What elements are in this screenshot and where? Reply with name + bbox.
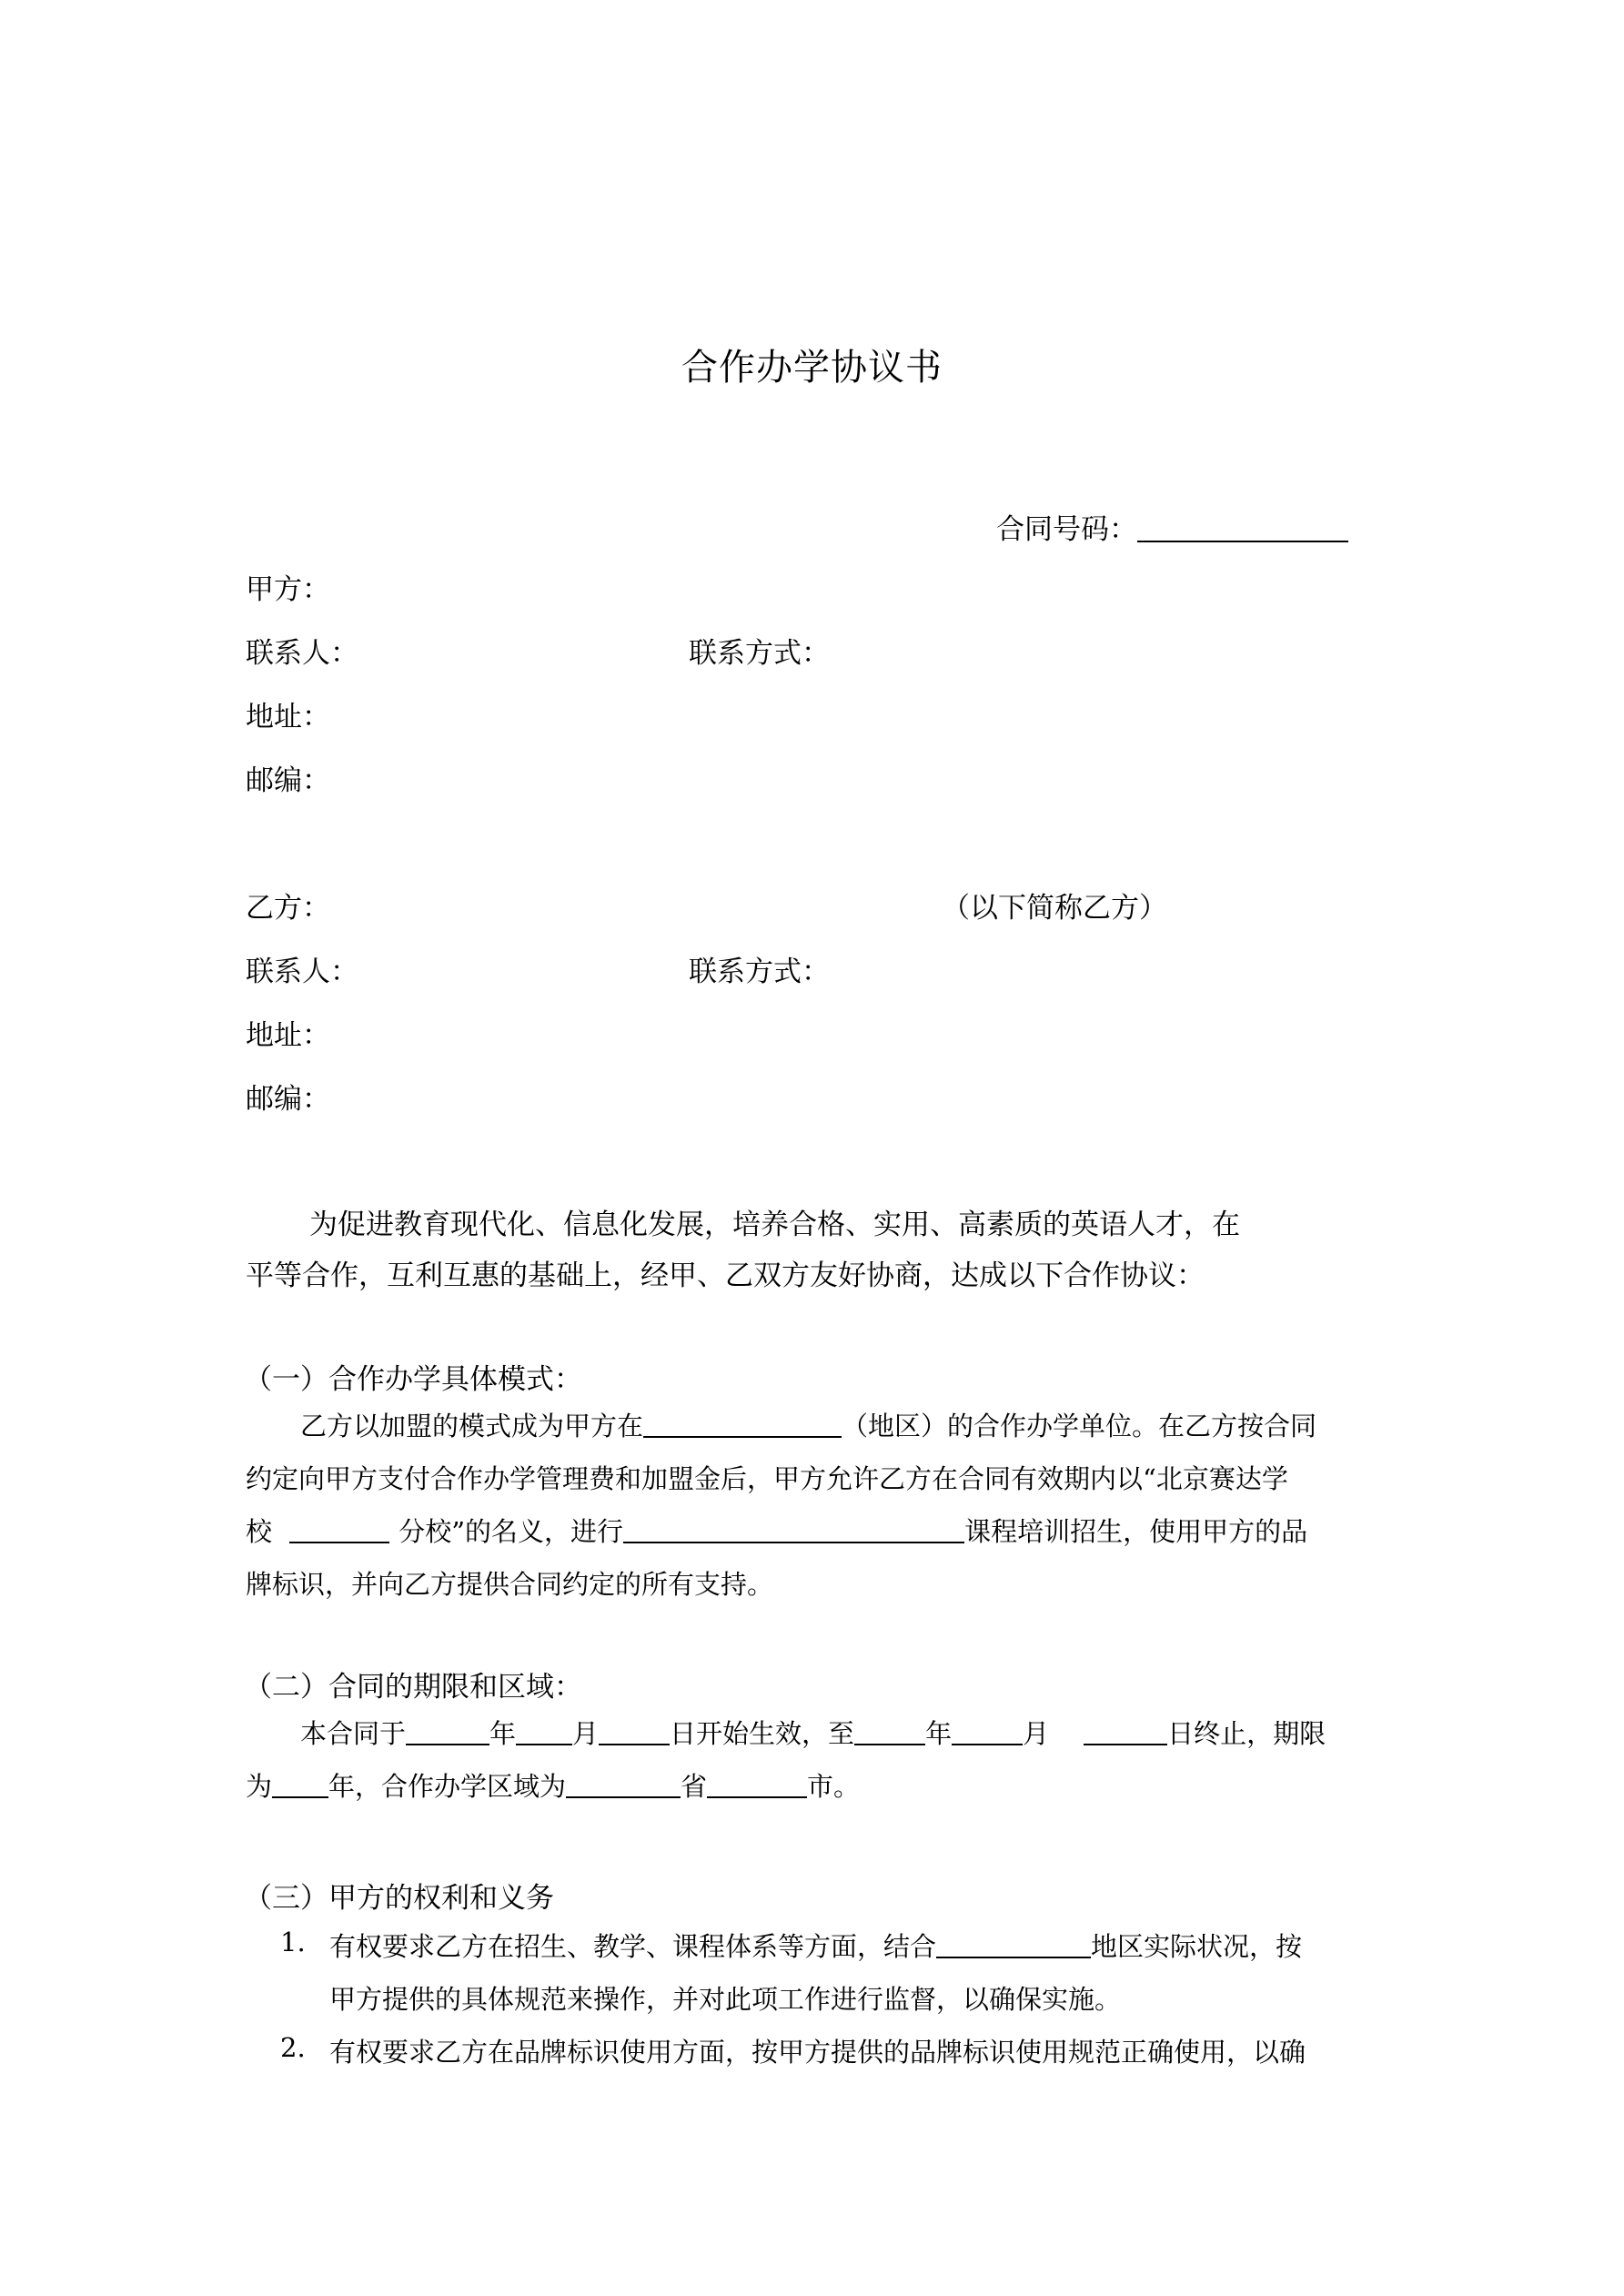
party-a-address-label: 地址：: [246, 701, 330, 733]
preamble-line-1: 为促进教育现代化、信息化发展，培养合格、实用、高素质的英语人才，在: [309, 1209, 1240, 1241]
section-3-heading: （三）甲方的权利和义务: [244, 1882, 554, 1915]
section-2-line-2: 为 年，合作办学区域为 省 市。: [246, 1771, 861, 1802]
party-b-address-label: 地址：: [246, 1019, 330, 1052]
contract-number-label: 合同号码：: [996, 513, 1137, 546]
section-3-item-1-line-2: 甲方提供的具体规范来操作，并对此项工作进行监督，以确保实施。: [329, 1984, 1122, 2015]
section-3-item-1-line-1: 有权要求乙方在招生、教学、课程体系等方面，结合 地区实际状况，按: [329, 1931, 1303, 1962]
section-1-line-3: 校 分校”的名义，进行 课程培训招生，使用甲方的品: [246, 1516, 1308, 1547]
party-b-label: 乙方：: [246, 892, 330, 925]
contract-number-blank[interactable]: [1137, 512, 1348, 542]
section-3-item-1-number: 1.: [280, 1927, 306, 1957]
party-b-contact-method-label: 联系方式：: [689, 956, 830, 988]
party-b-contact-label: 联系人：: [246, 956, 358, 988]
province-blank[interactable]: [566, 1770, 681, 1798]
section-3-item-2-number: 2.: [280, 2032, 306, 2063]
preamble-line-2: 平等合作，互利互惠的基础上，经甲、乙双方友好协商，达成以下合作协议：: [246, 1259, 1205, 1292]
end-year-blank[interactable]: [854, 1717, 925, 1745]
end-day-blank[interactable]: [1084, 1717, 1167, 1745]
section-2-line-1: 本合同于 年 月 日开始生效，至 年 月 日终止，期限: [300, 1718, 1326, 1749]
branch-name-blank[interactable]: [289, 1515, 389, 1543]
region-blank[interactable]: [643, 1410, 842, 1438]
end-month-blank[interactable]: [952, 1717, 1023, 1745]
course-blank[interactable]: [623, 1515, 964, 1543]
section-2-heading: （二）合同的期限和区域：: [244, 1671, 582, 1704]
section-1-line-2: 约定向甲方支付合作办学管理费和加盟金后，甲方允许乙方在合同有效期内以“北京赛达学: [246, 1463, 1288, 1494]
city-blank[interactable]: [707, 1770, 807, 1798]
party-b-alias: （以下简称乙方）: [942, 892, 1167, 925]
start-month-blank[interactable]: [516, 1717, 572, 1745]
region-blank-2[interactable]: [936, 1930, 1091, 1958]
section-1-line-4: 牌标识，并向乙方提供合同约定的所有支持。: [246, 1569, 774, 1600]
contract-number: [996, 506, 1348, 547]
party-a-contact-method-label: 联系方式：: [689, 637, 830, 670]
start-day-blank[interactable]: [599, 1717, 670, 1745]
start-year-blank[interactable]: [406, 1717, 489, 1745]
section-1-heading: （一）合作办学具体模式：: [244, 1363, 582, 1396]
document-title: 合作办学协议书: [681, 347, 943, 389]
party-b-postcode-label: 邮编：: [246, 1083, 330, 1116]
term-years-blank[interactable]: [272, 1770, 328, 1798]
section-3-item-2-line-1: 有权要求乙方在品牌标识使用方面，按甲方提供的品牌标识使用规范正确使用，以确: [329, 2037, 1306, 2068]
party-a-label: 甲方：: [246, 573, 330, 606]
section-1-line-1: 乙方以加盟的模式成为甲方在 （地区）的合作办学单位。在乙方按合同: [300, 1411, 1317, 1441]
party-a-postcode-label: 邮编：: [246, 764, 330, 797]
party-a-contact-label: 联系人：: [246, 637, 358, 670]
